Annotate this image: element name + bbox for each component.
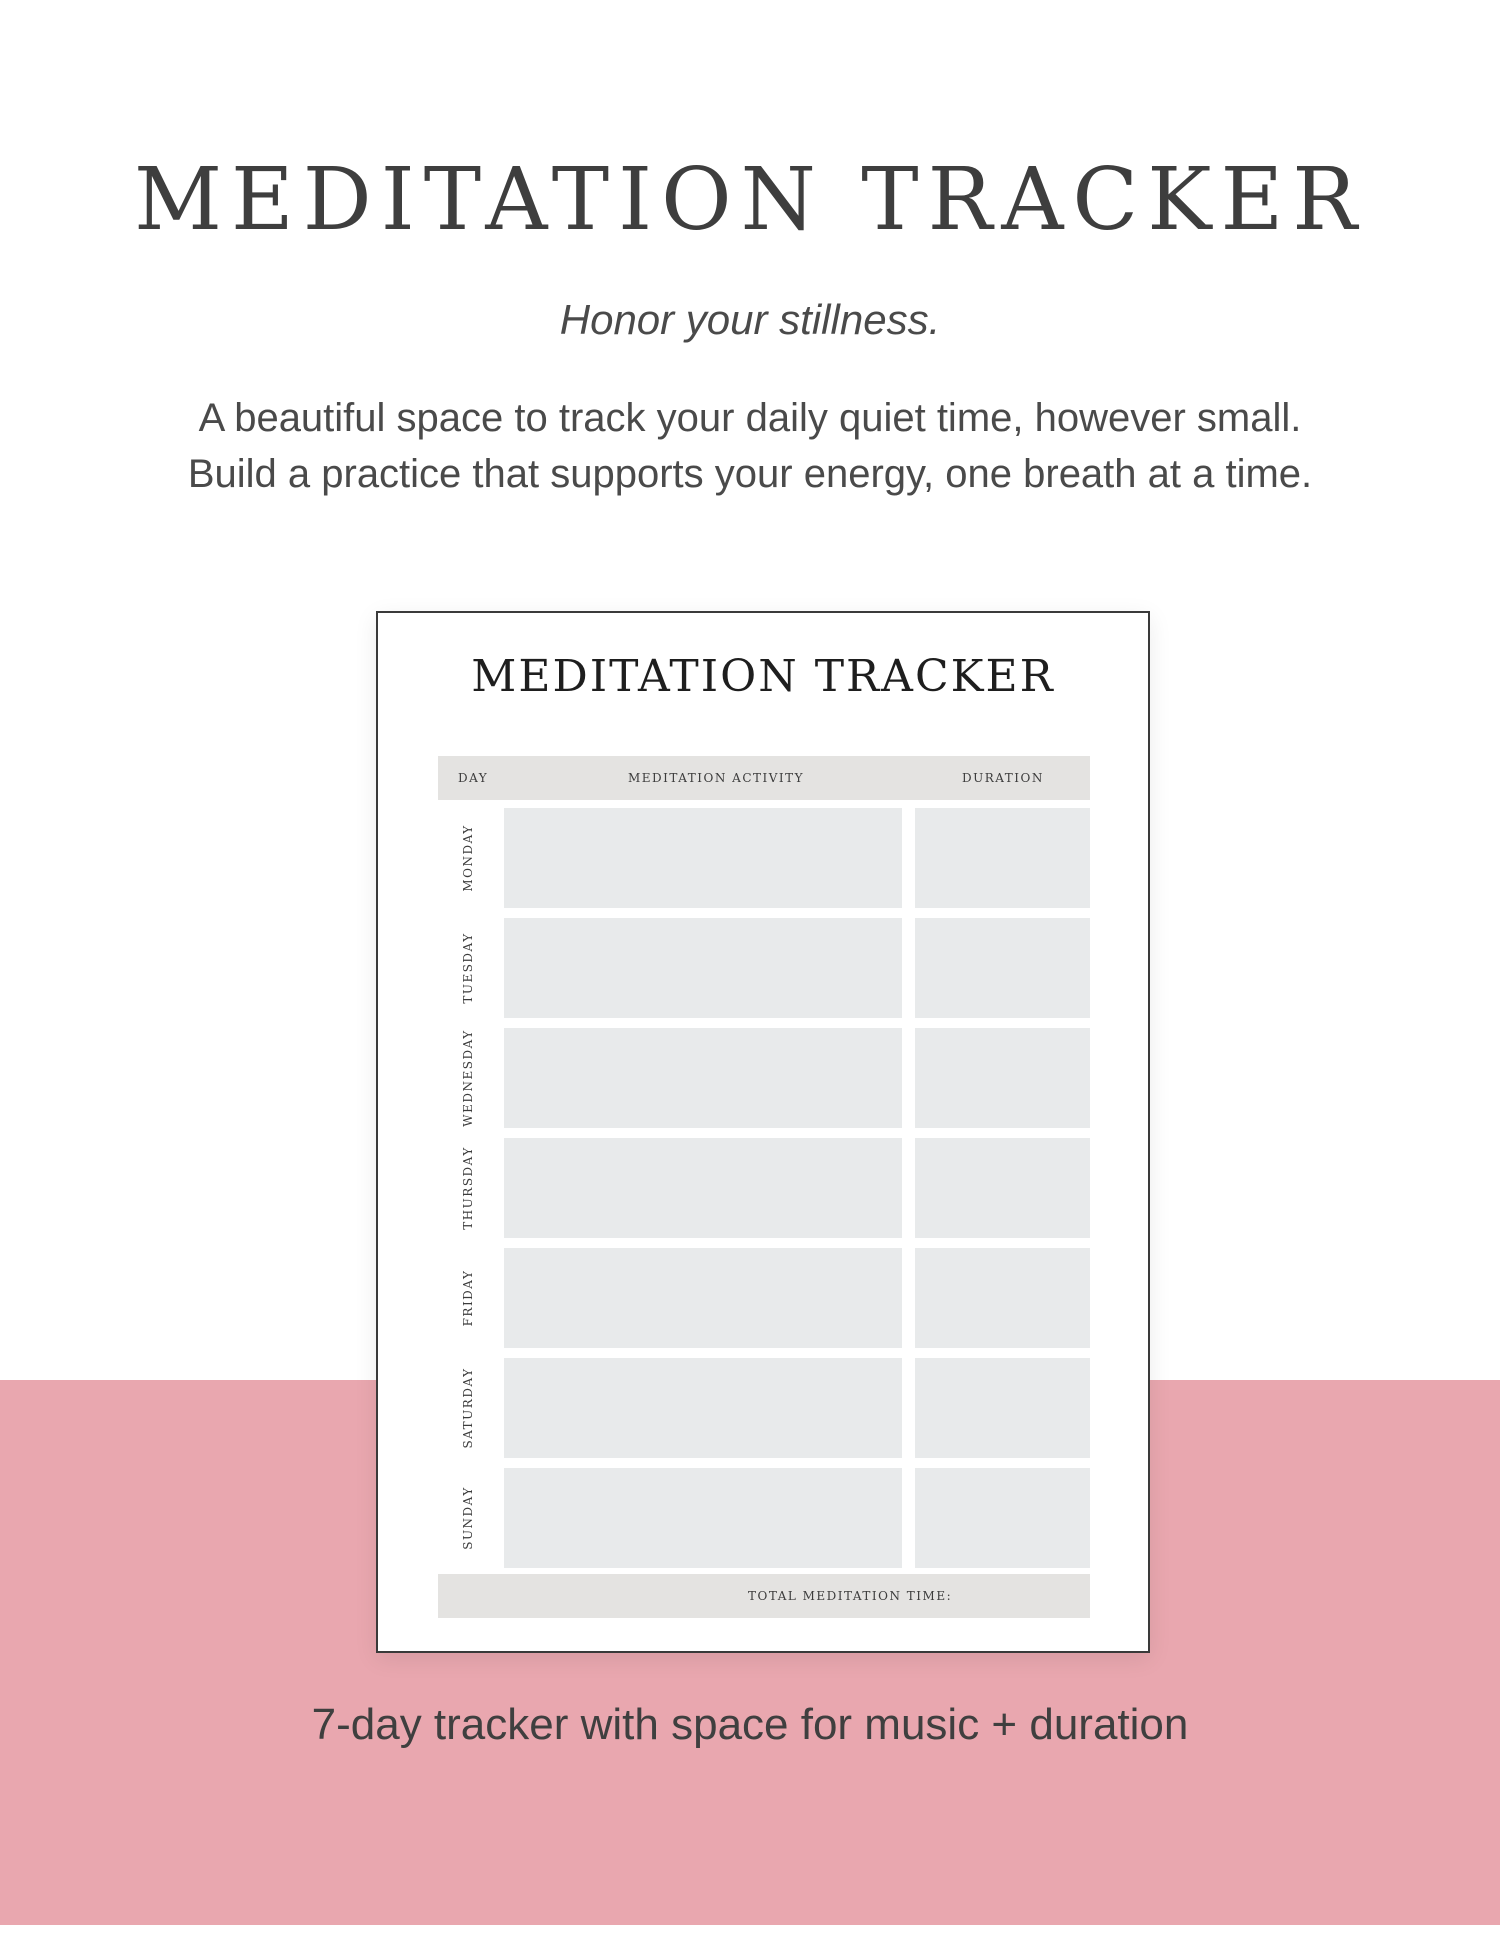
day-row-thursday [438, 1138, 1090, 1238]
duration-cell [915, 1248, 1090, 1348]
duration-cell [915, 808, 1090, 908]
activity-cell [504, 918, 902, 1018]
day-label: TUESDAY [461, 932, 475, 1004]
day-row-saturday [438, 1358, 1090, 1458]
page-title: MEDITATION TRACKER [133, 150, 1367, 250]
day-label: WEDNESDAY [461, 1029, 475, 1127]
tagline: Honor your stillness. [559, 296, 941, 343]
total-label: TOTAL MEDITATION TIME: [748, 1589, 953, 1603]
activity-cell [504, 1468, 902, 1568]
activity-cell [504, 1358, 902, 1458]
tracker-sheet-preview [376, 611, 1150, 1653]
activity-cell [504, 1248, 902, 1348]
day-label: FRIDAY [461, 1269, 475, 1327]
description-line: Build a practice that supports your energy, one breath at a time. [187, 452, 1313, 496]
duration-cell [915, 1028, 1090, 1128]
activity-cell [504, 808, 902, 908]
column-header-day: DAY [458, 771, 489, 785]
total-row [438, 1574, 1090, 1618]
column-header-activity: MEDITATION ACTIVITY [628, 771, 805, 785]
duration-cell [915, 918, 1090, 1018]
sheet-title: MEDITATION TRACKER [471, 651, 1055, 702]
activity-cell [504, 1138, 902, 1238]
day-row-wednesday [438, 1028, 1090, 1128]
day-label: MONDAY [461, 824, 475, 892]
activity-cell [504, 1028, 902, 1128]
day-row-monday [438, 808, 1090, 908]
day-label: THURSDAY [461, 1146, 475, 1230]
day-row-tuesday [438, 918, 1090, 1018]
column-header-duration: DURATION [962, 771, 1044, 785]
duration-cell [915, 1138, 1090, 1238]
duration-cell [915, 1468, 1090, 1568]
day-label: SUNDAY [461, 1486, 475, 1550]
day-row-sunday [438, 1468, 1090, 1568]
day-row-friday [438, 1248, 1090, 1348]
bottom-caption: 7-day tracker with space for music + duration [311, 1700, 1189, 1749]
duration-cell [915, 1358, 1090, 1458]
table-header [438, 756, 1090, 800]
description [0, 390, 1500, 502]
day-label: SATURDAY [461, 1367, 475, 1449]
description-line: A beautiful space to track your daily quiet time, however small. [198, 396, 1302, 440]
